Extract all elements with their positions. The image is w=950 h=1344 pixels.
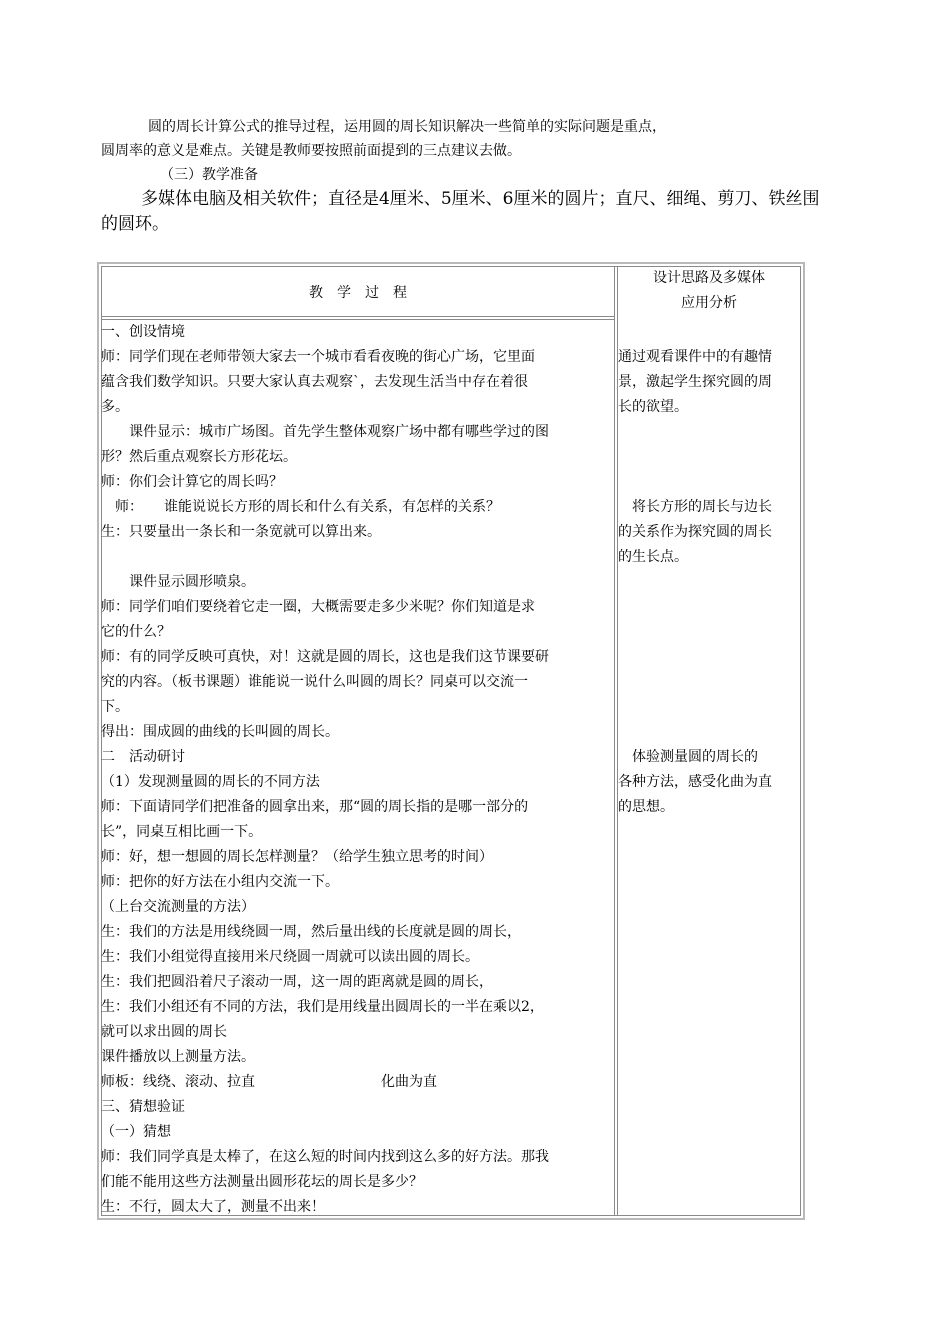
process-line: （上台交流测量的方法） xyxy=(101,899,255,915)
process-line: 多。 xyxy=(101,399,129,415)
process-line: 课件显示圆形喷泉。 xyxy=(101,574,255,590)
design-note-line: 将长方形的周长与边长 xyxy=(618,499,772,515)
process-line: 们能不能用这些方法测量出圆形花坛的周长是多少？ xyxy=(101,1174,423,1190)
design-note-line: 体验测量圆的周长的 xyxy=(618,749,758,765)
process-line: 一、创设情境 xyxy=(101,324,185,340)
section-heading: （三）教学准备 xyxy=(160,167,258,183)
process-line: 三、猜想验证 xyxy=(101,1099,185,1115)
process-line: （1）发现测量圆的周长的不同方法 xyxy=(101,774,320,790)
intro-line-1: 圆的周长计算公式的推导过程，运用圆的周长知识解决一些简单的实际问题是重点， xyxy=(148,119,666,135)
process-line: 长”，同桌互相比画一下。 xyxy=(101,824,263,840)
design-note-line: 通过观看课件中的有趣情 xyxy=(618,349,772,365)
design-note-1 xyxy=(618,345,772,420)
process-line: 究的内容。（板书课题）谁能说一说什么叫圆的周长？同桌可以交流一 xyxy=(101,674,528,690)
design-note-3 xyxy=(618,745,772,820)
process-line: 二 活动研讨 xyxy=(101,749,185,765)
process-line: 师：同学们咱们要绕着它走一圈，大概需要走多少米呢？你们知道是求 xyxy=(101,599,535,615)
process-line: 师：把你的好方法在小组内交流一下。 xyxy=(101,874,339,890)
process-line: 形？然后重点观察长方形花坛。 xyxy=(101,449,297,465)
header-teaching-process: 教 学 过 程 xyxy=(309,285,407,301)
process-line: 课件显示：城市广场图。首先学生整体观察广场中都有哪些学过的图 xyxy=(101,424,549,440)
process-line: 师：我们同学真是太棒了，在这么短的时间内找到这么多的好方法。那我 xyxy=(101,1149,549,1165)
teaching-process-text xyxy=(101,320,549,1220)
design-note-line: 长的欲望。 xyxy=(618,399,688,415)
prep-line-2: 的圆环。 xyxy=(101,214,169,234)
process-line: 生：我们把圆沿着尺子滚动一周，这一周的距离就是圆的周长， xyxy=(101,974,493,990)
process-line: 师：同学们现在老师带领大家去一个城市看看夜晚的街心广场，它里面 xyxy=(101,349,535,365)
design-note-line: 的生长点。 xyxy=(618,549,688,565)
process-line: 生：我们的方法是用线绕圆一周，然后量出线的长度就是圆的周长， xyxy=(101,924,521,940)
process-line: 生：只要量出一条长和一条宽就可以算出来。 xyxy=(101,524,381,540)
design-note-line: 的思想。 xyxy=(618,799,674,815)
process-line: 就可以求出圆的周长 xyxy=(101,1024,227,1040)
header-design-analysis-line-1: 设计思路及多媒体 xyxy=(653,270,765,286)
process-line: 它的什么？ xyxy=(101,624,171,640)
process-line: 师：有的同学反映可真快，对！这就是圆的周长，这也是我们这节课要研 xyxy=(101,649,549,665)
process-line: 生：我们小组还有不同的方法，我们是用线量出圆周长的一半在乘以2， xyxy=(101,999,544,1015)
process-line: 师： 谁能说说长方形的周长和什么有关系，有怎样的关系？ xyxy=(101,499,500,515)
design-note-line: 各种方法，感受化曲为直 xyxy=(618,774,772,790)
process-line: 师板：线绕、滚动、拉直 化曲为直 xyxy=(101,1074,437,1090)
process-line: 师：你们会计算它的周长吗？ xyxy=(101,474,283,490)
header-design-analysis-line-2: 应用分析 xyxy=(681,295,737,311)
process-line: 得出：围成圆的曲线的长叫圆的周长。 xyxy=(101,724,339,740)
design-note-line: 景，激起学生探究圆的周 xyxy=(618,374,772,390)
process-line: 生：不行，圆太大了，测量不出来！ xyxy=(101,1199,325,1215)
design-note-line: 的关系作为探究圆的周长 xyxy=(618,524,772,540)
process-line: 下。 xyxy=(101,699,129,715)
process-line: 师：好，想一想圆的周长怎样测量？（给学生独立思考的时间） xyxy=(101,849,493,865)
intro-line-2: 圆周率的意义是难点。关键是教师要按照前面提到的三点建议去做。 xyxy=(101,143,521,159)
prep-line-1: 多媒体电脑及相关软件；直径是4厘米、5厘米、6厘米的圆片；直尺、细绳、剪刀、铁丝围 xyxy=(141,189,820,209)
process-line: （一）猜想 xyxy=(101,1124,171,1140)
process-line: 蕴含我们数学知识。只要大家认真去观察`，去发现生活当中存在着很 xyxy=(101,374,528,390)
process-line: 课件播放以上测量方法。 xyxy=(101,1049,255,1065)
process-line xyxy=(101,545,549,570)
design-note-2 xyxy=(618,495,772,570)
process-line: 师：下面请同学们把准备的圆拿出来，那“圆的周长指的是哪一部分的 xyxy=(101,799,529,815)
process-line: 生：我们小组觉得直接用米尺绕圆一周就可以读出圆的周长。 xyxy=(101,949,479,965)
